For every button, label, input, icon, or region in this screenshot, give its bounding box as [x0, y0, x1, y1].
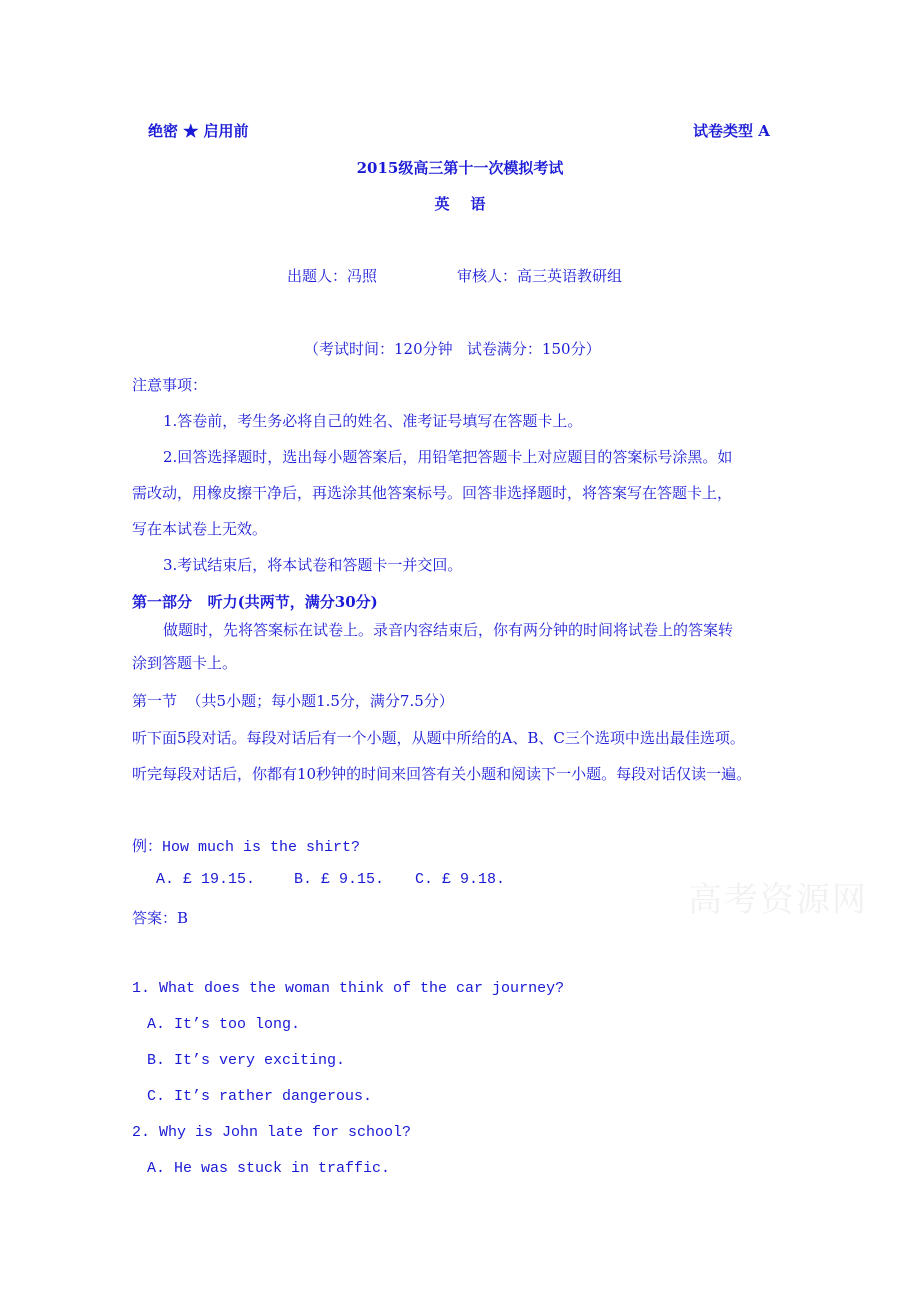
- question-1-option-c: C. It’s rather dangerous.: [147, 1088, 373, 1105]
- section1-instruction-line-1: 听下面5段对话。每段对话后有一个小题，从题中所给的A、B、C三个选项中选出最佳选项。: [132, 729, 745, 747]
- part1-heading: 第一部分 听力(共两节，满分30分): [132, 593, 378, 611]
- notice-item-2-line-3: 写在本试卷上无效。: [132, 520, 268, 538]
- notice-item-3: 3.考试结束后，将本试卷和答题卡一并交回。: [163, 556, 463, 574]
- part1-instruction-line-1: 做题时，先将答案标在试卷上。录音内容结束后，你有两分钟的时间将试卷上的答案转: [163, 621, 734, 639]
- notice-heading: 注意事项：: [132, 376, 208, 394]
- question-2-option-a: A. He was stuck in traffic.: [147, 1160, 391, 1177]
- notice-item-1: 1.答卷前，考生务必将自己的姓名、准考证号填写在答题卡上。: [163, 412, 583, 430]
- subject-title: 英 语: [434, 195, 486, 213]
- question-2: 2. Why is John late for school?: [132, 1124, 412, 1141]
- exam-title: 2015级高三第十一次模拟考试: [356, 159, 564, 177]
- section1-instruction-line-2: 听完每段对话后，你都有10秒钟的时间来回答有关小题和阅读下一小题。每段对话仅读一遍。: [132, 765, 752, 783]
- exam-info: （考试时间：120分钟 试卷满分：150分）: [304, 340, 601, 358]
- secret-mark: 绝密 ★ 启用前: [148, 122, 249, 140]
- example-option-b: B. £ 9.15.: [294, 871, 385, 888]
- watermark: 高考资源网: [688, 880, 868, 920]
- example-option-a: A. £ 19.15.: [156, 871, 256, 888]
- question-1-option-b: B. It’s very exciting.: [147, 1052, 346, 1069]
- example-question: 例：How much is the shirt?: [132, 839, 361, 856]
- setter: 出题人：冯照: [287, 267, 378, 285]
- notice-item-2-line-2: 需改动，用橡皮擦干净后，再选涂其他答案标号。回答非选择题时，将答案写在答题卡上，: [132, 484, 733, 502]
- reviewer: 审核人：高三英语教研组: [457, 267, 623, 285]
- part1-instruction-line-2: 涂到答题卡上。: [132, 654, 238, 672]
- question-1-option-a: A. It’s too long.: [147, 1016, 301, 1033]
- example-answer: 答案：B: [132, 909, 189, 927]
- paper-type: 试卷类型 A: [693, 122, 770, 140]
- section1-heading: 第一节 （共5小题；每小题1.5分，满分7.5分）: [132, 692, 454, 710]
- question-1: 1. What does the woman think of the car journey?: [132, 980, 565, 997]
- example-option-c: C. £ 9.18.: [415, 871, 506, 888]
- notice-item-2-line-1: 2.回答选择题时，选出每小题答案后，用铅笔把答题卡上对应题目的答案标号涂黑。如: [163, 448, 733, 466]
